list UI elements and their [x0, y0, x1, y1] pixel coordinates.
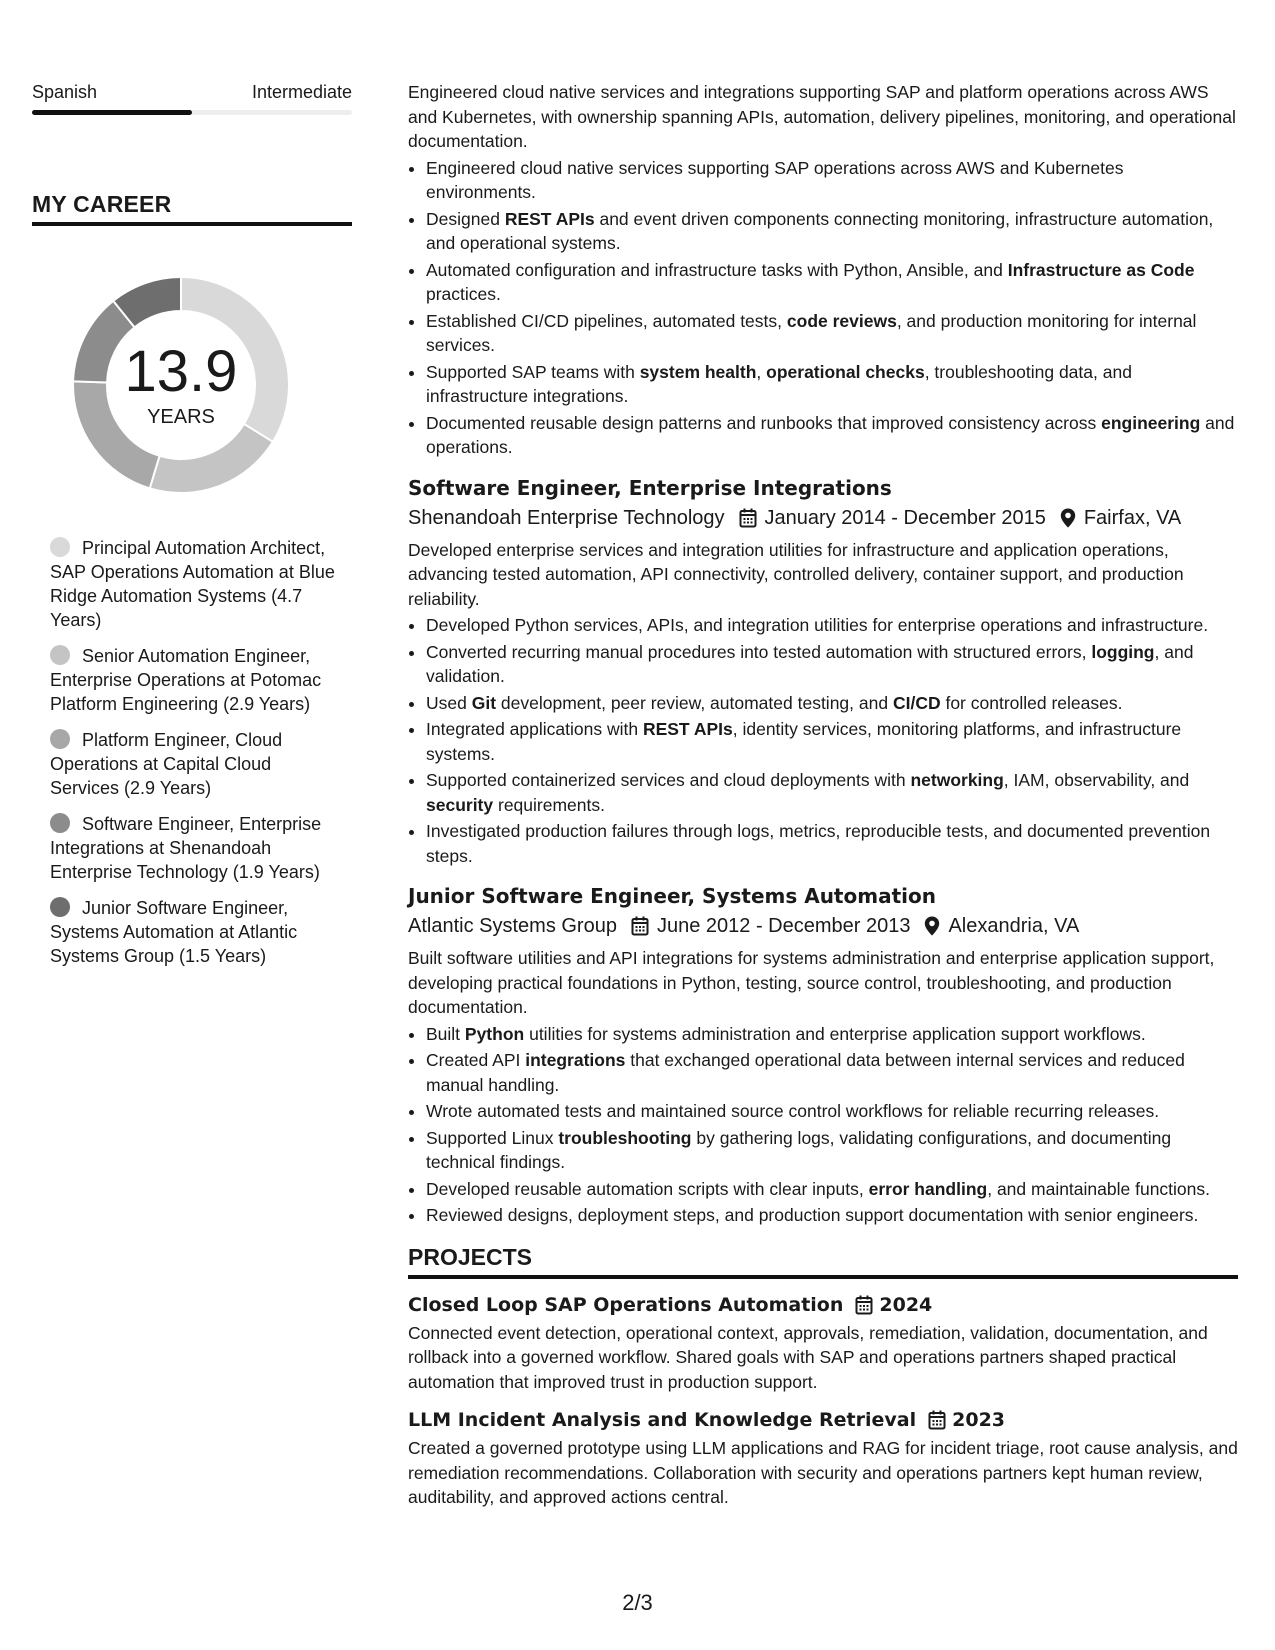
sidebar [32, 80, 352, 980]
job-bullet: • Documented reusable design patterns and runbooks that improved consistency across engineering and operations. [426, 411, 1238, 460]
project-title: Closed Loop SAP Operations Automation [408, 1293, 844, 1316]
job-entry [408, 474, 1238, 869]
legend-item [50, 896, 335, 968]
donut-center [66, 270, 296, 500]
job-bullet: • Developed reusable automation scripts with clear inputs, error handling, and maintainable functions. [426, 1177, 1238, 1202]
legend-label: Junior Software Engineer, Systems Automation at Atlantic Systems Group (1.5 Years) [50, 898, 298, 966]
legend-dot [50, 645, 70, 665]
career-total-years: 13.9 [124, 338, 238, 404]
job-bullet: • Supported containerized services and cloud deployments with networking, IAM, observability, and security requirements. [426, 768, 1238, 817]
language-proficiency-fill [32, 110, 192, 115]
career-legend [50, 536, 335, 968]
project-title-row [408, 1291, 1238, 1319]
job-bullet: • Integrated applications with REST APIs, identity services, monitoring platforms, and infrastructure systems. [426, 717, 1238, 766]
legend-item [50, 644, 335, 716]
project-description: Created a governed prototype using LLM applications and RAG for incident triage, root cause analysis, and remediation recommendations. Collaboration with security and operations partners kept human review, auditability, and approved actions central. [408, 1438, 1238, 1507]
job-bullet: • Reviewed designs, deployment steps, and production support documentation with senior engineers. [426, 1203, 1238, 1228]
job-summary: Built software utilities and API integrations for systems administration and enterprise application support, developing practical foundations in Python, testing, source control, troubleshooting, and production documentation. [408, 948, 1215, 1017]
career-years-unit: YEARS [147, 405, 215, 428]
job-bullets [408, 156, 1238, 460]
job-company: Atlantic Systems Group [408, 915, 617, 937]
job-title: Software Engineer, Enterprise Integrations [408, 475, 892, 500]
job-bullet: • Converted recurring manual procedures into tested automation with structured errors, logging, and validation. [426, 640, 1238, 689]
job-dates: January 2014 - December 2015 [764, 506, 1046, 529]
job-bullet: • Supported SAP teams with system health, operational checks, troubleshooting data, and infrastructure integrations. [426, 360, 1238, 409]
job-summary: Developed enterprise services and integration utilities for infrastructure and application operations, advancing tested automation, API connectivity, controlled delivery, container support, and production reliability. [408, 539, 1184, 609]
project-description: Connected event detection, operational context, approvals, remediation, validation, documentation, and rollback into a governed workflow. Shared goals with SAP and operations partners shaped practical automation that improved trust in production support. [408, 1322, 1208, 1392]
calendar-icon [928, 1410, 946, 1430]
job-bullet: • Created API integrations that exchanged operational data between internal services and reduced manual handling. [426, 1048, 1238, 1097]
job-company: Shenandoah Enterprise Technology [408, 506, 725, 529]
job-entry [408, 882, 1238, 1228]
job-bullet: • Wrote automated tests and maintained source control workflows for reliable recurring releases. [426, 1099, 1238, 1124]
page-number: 2/3 [622, 1590, 653, 1615]
language-row [32, 80, 352, 104]
calendar-icon [631, 916, 649, 936]
job-bullet: • Investigated production failures through logs, metrics, reproducible tests, and documented prevention steps. [426, 819, 1238, 868]
career-heading: MY CAREER [32, 191, 352, 226]
language-name: Spanish [32, 82, 98, 102]
map-pin-icon [1060, 508, 1076, 528]
legend-label: Platform Engineer, Cloud Operations at Capital Cloud Services (2.9 Years) [50, 730, 283, 798]
job-bullets [408, 1022, 1238, 1228]
job-dates: June 2012 - December 2013 [656, 915, 911, 937]
legend-item [50, 536, 335, 632]
job-bullet: • Engineered cloud native services supporting SAP operations across AWS and Kubernetes environments. [426, 156, 1238, 205]
legend-item [50, 728, 335, 800]
job-bullet: • Developed Python services, APIs, and integration utilities for enterprise operations and infrastructure. [426, 613, 1238, 638]
legend-item [50, 812, 335, 884]
project-year: 2024 [879, 1293, 933, 1316]
job-bullet: • Used Git development, peer review, automated testing, and CI/CD for controlled releases. [426, 691, 1238, 716]
project-entry [408, 1291, 1238, 1395]
job-bullet: • Built Python utilities for systems administration and enterprise application support workflows. [426, 1022, 1238, 1047]
job-bullet: • Supported Linux troubleshooting by gathering logs, validating configurations, and documenting technical findings. [426, 1126, 1238, 1175]
job-bullet: • Designed REST APIs and event driven components connecting monitoring, infrastructure automation, and operational systems. [426, 207, 1238, 256]
project-entry [408, 1406, 1238, 1510]
job-meta [408, 912, 1238, 940]
legend-label: Senior Automation Engineer, Enterprise Operations at Potomac Platform Engineering (2.9 Years) [50, 646, 322, 714]
legend-dot [50, 897, 70, 917]
main-content [408, 80, 1238, 1510]
job-bullets [408, 613, 1238, 868]
language-proficiency-bar [32, 110, 352, 115]
legend-dot [50, 813, 70, 833]
project-title-row [408, 1406, 1238, 1434]
language-level: Intermediate [251, 82, 352, 102]
job-location: Alexandria, VA [948, 915, 1080, 937]
project-year: 2023 [952, 1409, 1006, 1431]
map-pin-icon [924, 916, 940, 936]
calendar-icon [855, 1295, 873, 1315]
legend-label: Software Engineer, Enterprise Integrations at Shenandoah Enterprise Technology (1.9 Years) [50, 814, 322, 882]
job-bullet: • Automated configuration and infrastructure tasks with Python, Ansible, and Infrastructure as Code practices. [426, 258, 1238, 307]
job-meta [408, 504, 1238, 532]
legend-label: Principal Automation Architect, SAP Operations Automation at Blue Ridge Automation Systems (4.7 Years) [50, 538, 335, 630]
job-summary: Engineered cloud native services and integrations supporting SAP and platform operations across AWS and Kubernetes, with ownership spanning APIs, automation, delivery pipelines, monitoring, and operational documentation. [408, 82, 1236, 151]
legend-dot [50, 729, 70, 749]
job-entry [408, 80, 1238, 460]
legend-dot [50, 537, 70, 557]
calendar-icon [739, 508, 757, 528]
project-title: LLM Incident Analysis and Knowledge Retrieval [408, 1409, 917, 1431]
career-donut-chart [66, 270, 296, 500]
job-location: Fairfax, VA [1083, 506, 1182, 529]
job-title: Junior Software Engineer, Systems Automation [408, 884, 936, 908]
job-bullet: • Established CI/CD pipelines, automated tests, code reviews, and production monitoring for internal services. [426, 309, 1238, 358]
projects-heading: PROJECTS [408, 1244, 1238, 1279]
